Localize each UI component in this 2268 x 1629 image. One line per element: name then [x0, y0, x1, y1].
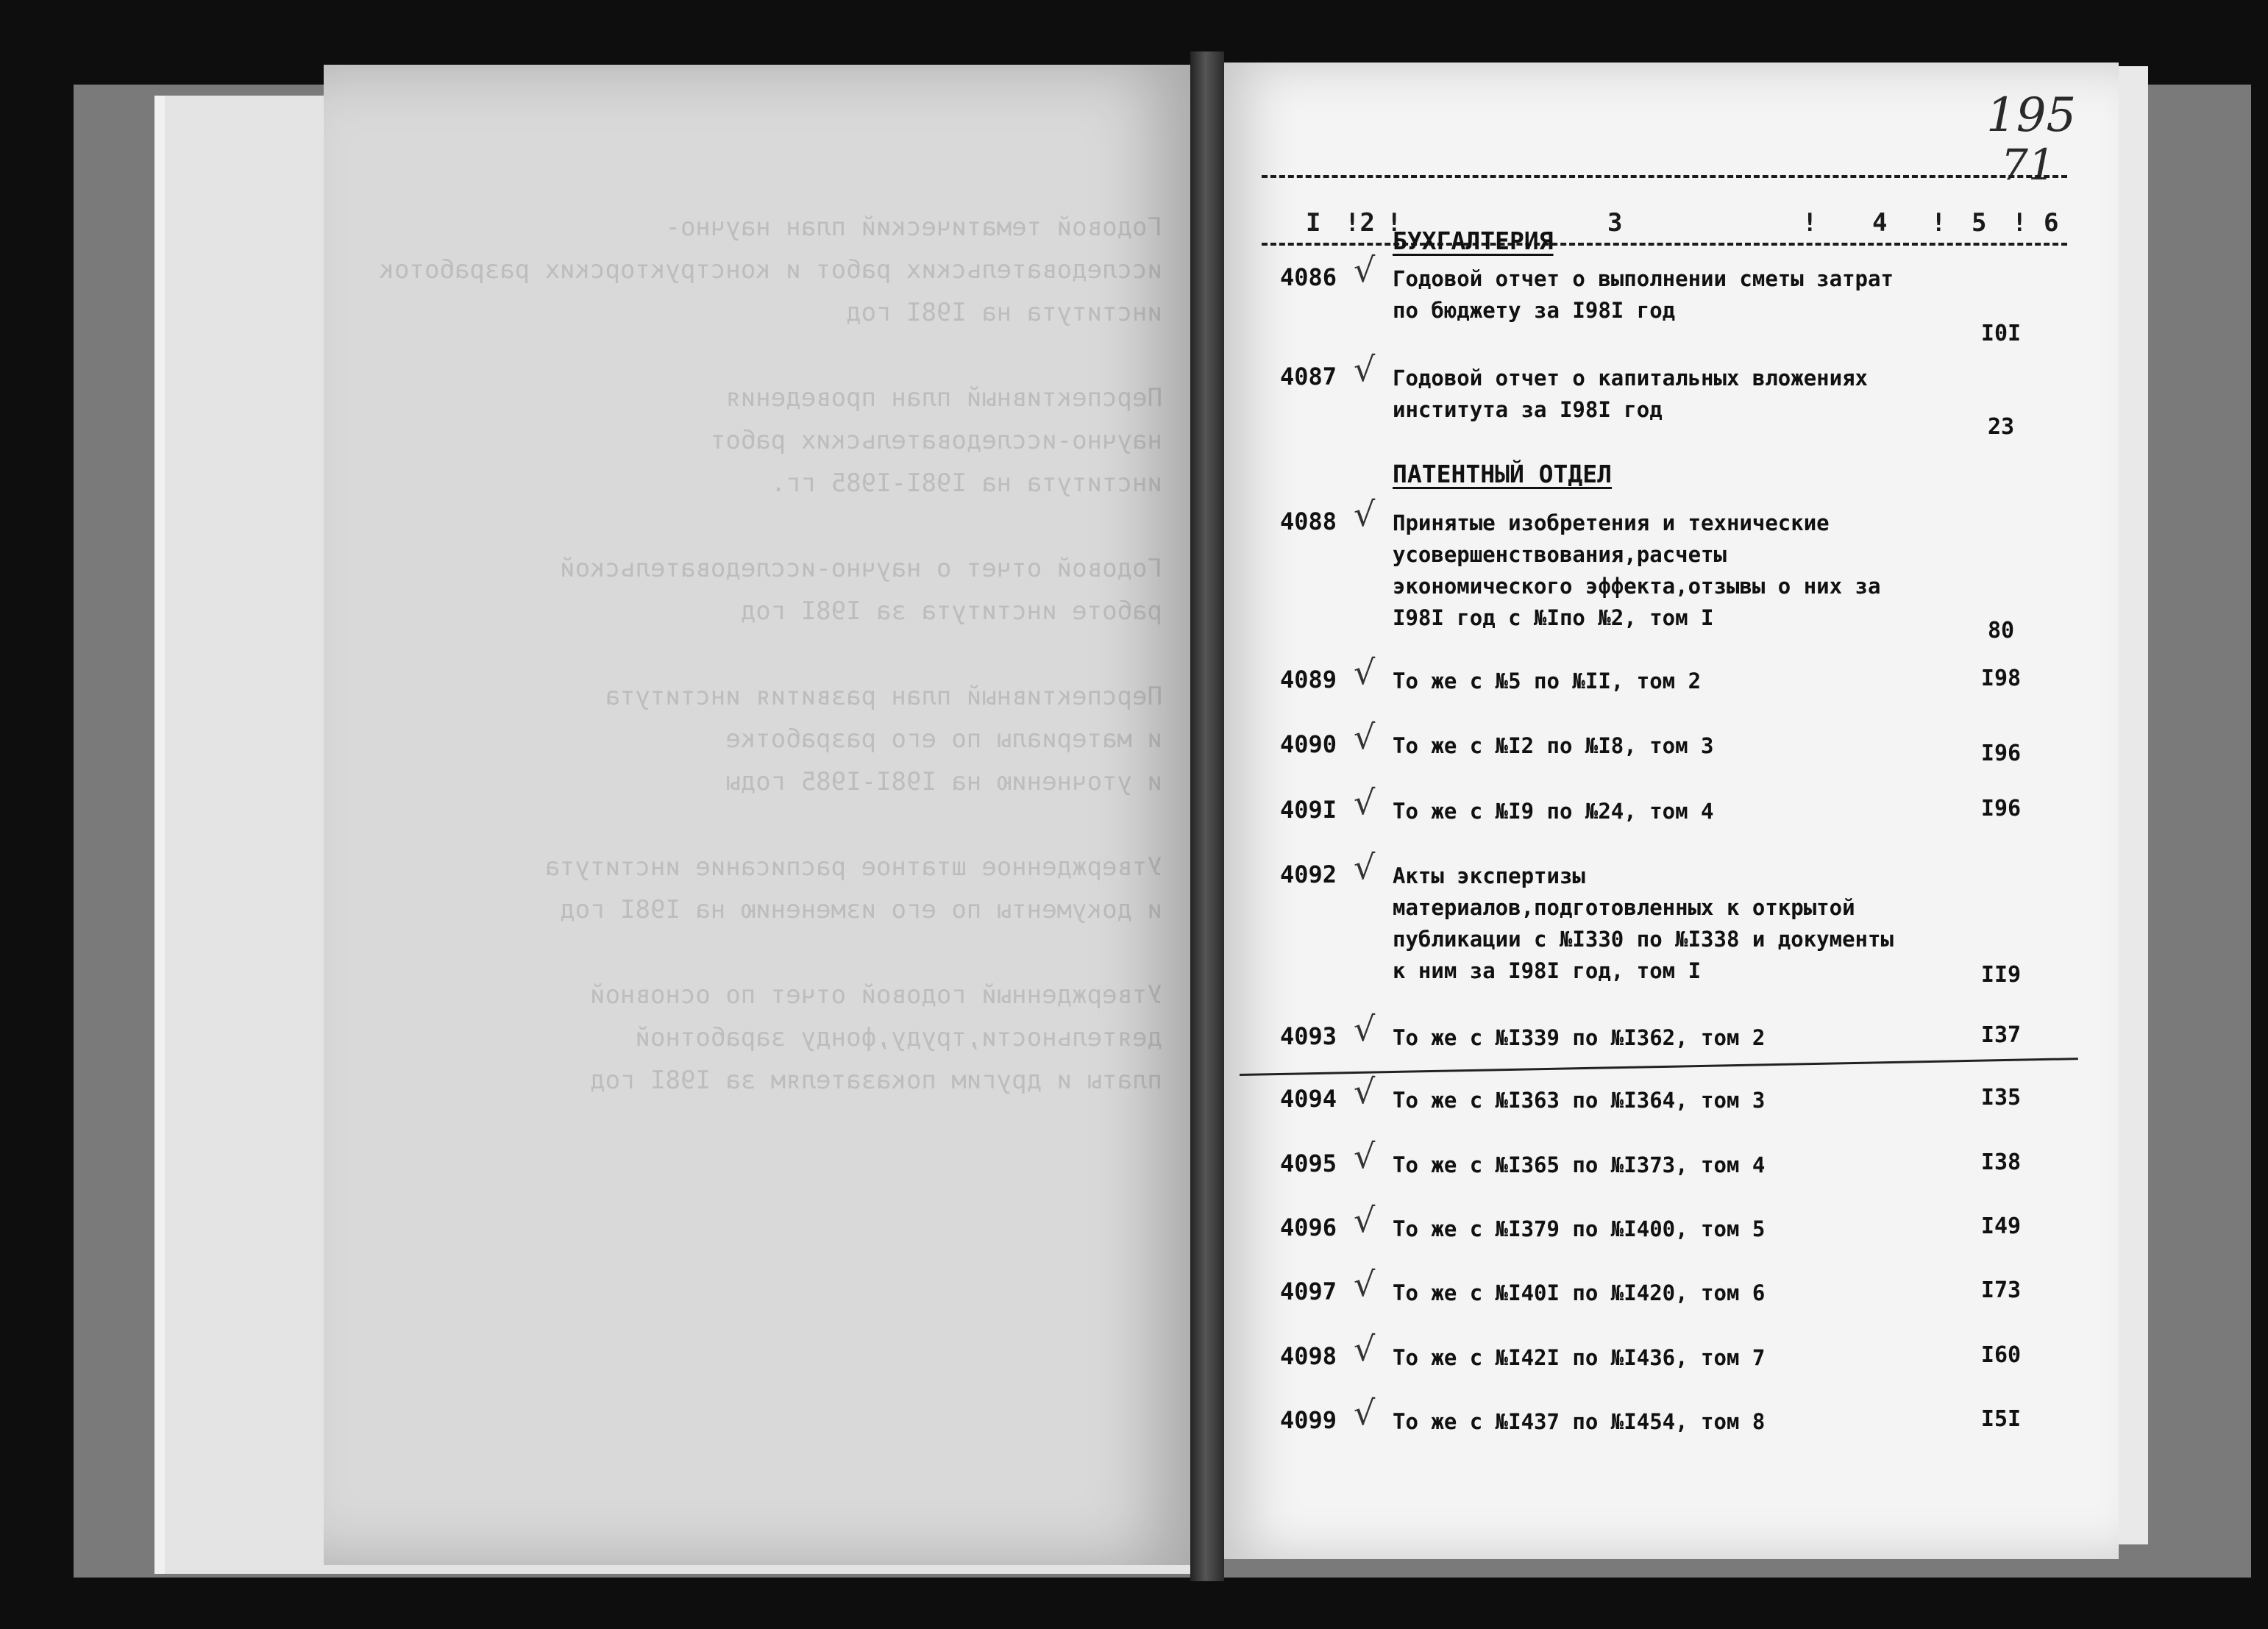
- entry-sheet-count: I96: [1980, 741, 2022, 766]
- entry-description: То же с №5 по №II, том 2: [1393, 669, 1702, 694]
- column-header-2: !2: [1345, 208, 1375, 238]
- entry-sheet-count: I73: [1980, 1277, 2022, 1303]
- book-gutter: [1190, 51, 1224, 1581]
- entry-number: 4093: [1280, 1022, 1337, 1050]
- checkmark-icon: √: [1354, 250, 1376, 290]
- entry-description: То же с №I363 по №I364, том 3: [1393, 1088, 1766, 1113]
- checkmark-icon: √: [1354, 1264, 1376, 1304]
- section-title-patent: ПАТЕНТНЫЙ ОТДЕЛ: [1393, 460, 1613, 488]
- checkmark-icon: √: [1354, 783, 1376, 822]
- header-rule-top: [1262, 175, 2067, 178]
- checkmark-icon: √: [1354, 847, 1376, 887]
- header-rule-bottom: [1262, 243, 2067, 246]
- folio-old: 195: [1986, 88, 2077, 143]
- entry-sheet-count: I35: [1980, 1085, 2022, 1111]
- entry-number: 4094: [1280, 1085, 1337, 1113]
- checkmark-icon: √: [1354, 349, 1376, 389]
- checkmark-icon: √: [1354, 652, 1376, 692]
- entry-description: То же с №I40I по №I420, том 6: [1393, 1280, 1766, 1305]
- checkmark-icon: √: [1354, 1200, 1376, 1240]
- checkmark-icon: √: [1354, 1329, 1376, 1369]
- entry-number: 4092: [1280, 860, 1337, 888]
- entry-sheet-count: 80: [1987, 618, 2015, 644]
- column-header-sep-3: !: [1931, 208, 1947, 238]
- checkmark-icon: √: [1354, 494, 1376, 534]
- entry-number: 4089: [1280, 666, 1337, 694]
- entry-description: То же с №I339 по №I362, том 2: [1393, 1025, 1766, 1050]
- entry-description: То же с №I365 по №I373, том 4: [1393, 1152, 1766, 1177]
- entry-number: 4097: [1280, 1277, 1337, 1305]
- section-title-accounting: БУХГАЛТЕРИЯ: [1393, 227, 1554, 255]
- column-header-4: 4: [1872, 208, 1888, 238]
- checkmark-icon: √: [1354, 1393, 1376, 1433]
- entry-sheet-count: I49: [1980, 1213, 2022, 1239]
- entry-description: Принятые изобретения и технические усовершенствования,расчеты экономического эффекта,отзывы о них за I98I год с №Iпо №2, том I: [1393, 510, 1881, 630]
- entry-number: 4098: [1280, 1342, 1337, 1370]
- entry-number: 4099: [1280, 1406, 1337, 1434]
- entry-sheet-count: I5I: [1980, 1406, 2022, 1432]
- entry-sheet-count: I96: [1980, 796, 2022, 821]
- entry-number: 4095: [1280, 1149, 1337, 1177]
- column-header-6: 6: [2044, 208, 2059, 238]
- column-header-sep-2: !: [1802, 208, 1818, 238]
- entry-sheet-count: 23: [1987, 414, 2015, 440]
- entry-sheet-count: II9: [1980, 962, 2022, 988]
- entry-number: 4090: [1280, 730, 1337, 758]
- checkmark-icon: √: [1354, 1136, 1376, 1176]
- entry-description: Акты экспертизы материалов,подготовленных к открытой публикации с №I330 по №I338 и документы к ним за I98I год, том I: [1393, 863, 1894, 983]
- entry-number: 4086: [1280, 263, 1337, 291]
- column-header-1: I: [1306, 208, 1321, 238]
- entry-description: То же с №I42I по №I436, том 7: [1393, 1345, 1766, 1370]
- entry-sheet-count: I98: [1980, 666, 2022, 691]
- column-header-sep-4: !: [2012, 208, 2027, 238]
- entry-sheet-count: I37: [1980, 1022, 2022, 1048]
- column-header-5: 5: [1972, 208, 1987, 238]
- entry-sheet-count: I60: [1980, 1342, 2022, 1368]
- entry-number: 4087: [1280, 363, 1337, 391]
- column-header-sep-1: !: [1387, 208, 1402, 238]
- checkmark-icon: √: [1354, 717, 1376, 757]
- entry-description: То же с №I9 по №24, том 4: [1393, 799, 1714, 824]
- entry-number: 4096: [1280, 1213, 1337, 1241]
- entry-description: То же с №I379 по №I400, том 5: [1393, 1216, 1766, 1241]
- left-page-bleed-through: Годовой тематический план научно- исследовательских работ и конструкторских разработок института на I98I год Перспективный план проведения научно-исследовательских работ института на I98I-I985 гг. Годовой отчет о научно-исследовательской работе института за I98I год Перспективный план развития института и материалы по его разработке и уточнению на I98I-I985 годы Утвержденное штатное расписание института и документы по его изменению на I98I год Утвержденный годовой отчет по основной деятельности,труду,фонду заработной платы и другим показателям за I98I год: [379, 213, 1162, 1095]
- entry-description: То же с №I2 по №I8, том 3: [1393, 733, 1714, 758]
- entry-description: То же с №I437 по №I454, том 8: [1393, 1409, 1766, 1434]
- entry-description: Годовой отчет о капитальных вложениях института за I98I год: [1393, 366, 1869, 422]
- entry-number: 409I: [1280, 796, 1337, 824]
- column-header-3: 3: [1607, 208, 1623, 238]
- folio-new: 71: [2001, 140, 2055, 190]
- entry-description: Годовой отчет о выполнении сметы затрат по бюджету за I98I год: [1393, 266, 1894, 323]
- entry-number: 4088: [1280, 507, 1337, 535]
- entry-sheet-count: I38: [1980, 1149, 2022, 1175]
- entry-sheet-count: I0I: [1980, 321, 2022, 346]
- checkmark-icon: √: [1354, 1009, 1376, 1049]
- checkmark-icon: √: [1354, 1072, 1376, 1111]
